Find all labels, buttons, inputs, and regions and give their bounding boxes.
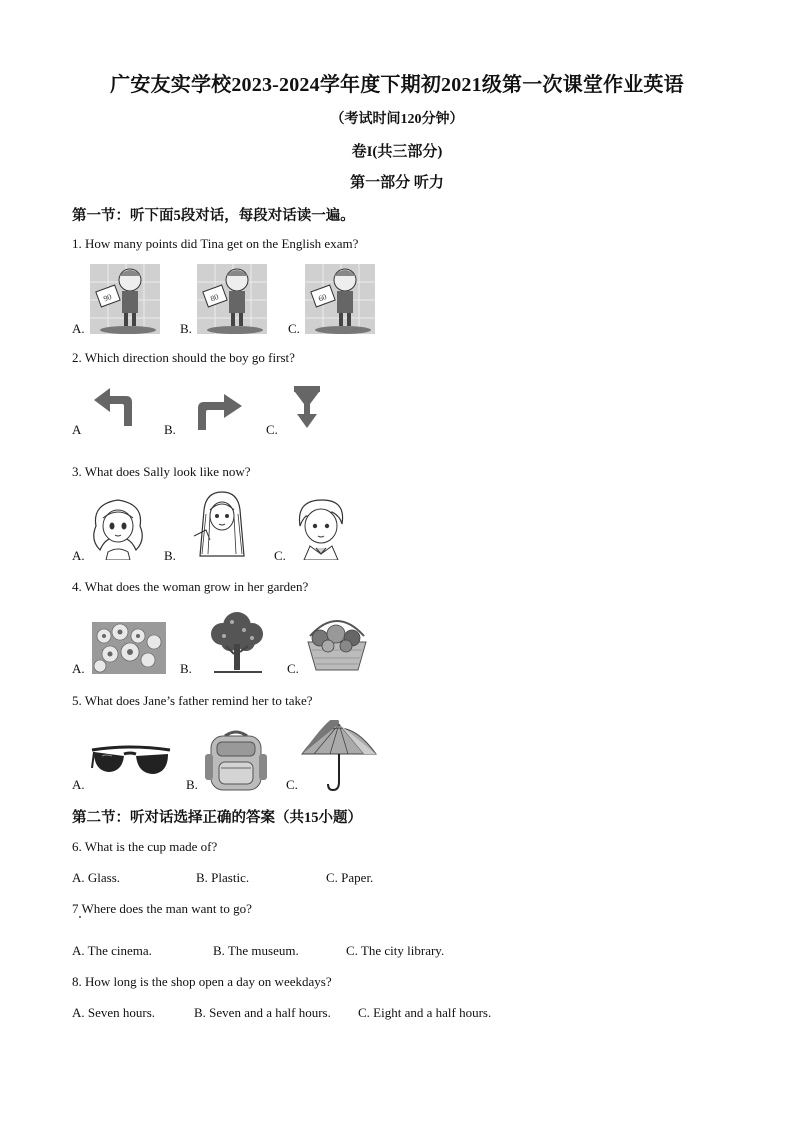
q3-option-c-label: C.: [274, 548, 286, 563]
section1-heading: 第一节：听下面5段对话，每段对话读一遍。: [72, 208, 355, 224]
q1-option-b-label: B.: [180, 321, 192, 336]
q2-option-c-label: C.: [266, 422, 278, 437]
q8-option-a: A. Seven hours.: [72, 1005, 156, 1020]
svg-text:90: 90: [102, 292, 113, 304]
question-6: 6. What is the cup made of?: [72, 839, 218, 854]
flowers-image: [92, 622, 166, 674]
page-title: 广安友实学校2023-2024学年度下期初2021级第一次课堂作业英语: [110, 74, 684, 96]
volume-label: 卷I(共三部分): [351, 144, 443, 160]
part-title: 第一部分 听力: [350, 175, 444, 191]
go-straight-down-arrow-icon: [293, 386, 321, 430]
turn-right-arrow-icon: [194, 392, 246, 430]
turn-left-arrow-icon: [92, 386, 144, 426]
svg-text:60: 60: [317, 292, 328, 304]
question-4: 4. What does the woman grow in her garden?: [72, 579, 309, 594]
girl-with-score-card-image: [197, 264, 267, 334]
q5-option-b-label: B.: [186, 777, 198, 792]
q6-option-b: B. Plastic.: [196, 870, 250, 885]
q2-option-b-label: B.: [164, 422, 176, 437]
q1-option-c-label: C.: [288, 321, 300, 336]
q6-option-c: C. Paper.: [326, 870, 374, 885]
girl-short-hair-image: [292, 496, 350, 560]
question-1: 1. How many points did Tina get on the English exam?: [72, 236, 359, 251]
stray-mark: [79, 916, 81, 918]
girl-long-hair-image: [184, 490, 256, 560]
backpack-image: [203, 728, 269, 792]
q8-option-b: B. Seven and a half hours.: [194, 1005, 331, 1020]
tree-image: [204, 610, 270, 674]
question-2: 2. Which direction should the boy go first?: [72, 350, 295, 365]
q7-option-a: A. The cinema.: [72, 943, 152, 958]
question-7: 7 Where does the man want to go?: [72, 901, 252, 916]
girl-curly-hair-image: [90, 496, 146, 560]
sunglasses-image: [90, 742, 172, 782]
q7-option-b: B. The museum.: [213, 943, 299, 958]
section2-heading: 第二节：听对话选择正确的答案（共15小题）: [72, 810, 362, 826]
umbrella-image: [300, 720, 378, 792]
q4-option-c-label: C.: [287, 661, 299, 676]
girl-with-score-card-image: [90, 264, 160, 334]
q4-option-a-label: A.: [72, 661, 85, 676]
question-8: 8. How long is the shop open a day on weekdays?: [72, 974, 332, 989]
q1-option-a-label: A.: [72, 321, 85, 336]
q2-option-a-label: A: [72, 422, 82, 437]
q7-option-c: C. The city library.: [346, 943, 445, 958]
q3-option-a-label: A.: [72, 548, 85, 563]
q5-option-c-label: C.: [286, 777, 298, 792]
question-5: 5. What does Jane’s father remind her to take?: [72, 693, 313, 708]
exam-time: （考试时间120分钟）: [330, 112, 464, 127]
fruit-basket-image: [304, 612, 370, 674]
girl-with-score-card-image: [305, 264, 375, 334]
q3-option-b-label: B.: [164, 548, 176, 563]
q5-option-a-label: A.: [72, 777, 85, 792]
q8-option-c: C. Eight and a half hours.: [358, 1005, 492, 1020]
q4-option-b-label: B.: [180, 661, 192, 676]
question-3: 3. What does Sally look like now?: [72, 464, 251, 479]
q6-option-a: A. Glass.: [72, 870, 121, 885]
svg-text:80: 80: [209, 292, 220, 304]
